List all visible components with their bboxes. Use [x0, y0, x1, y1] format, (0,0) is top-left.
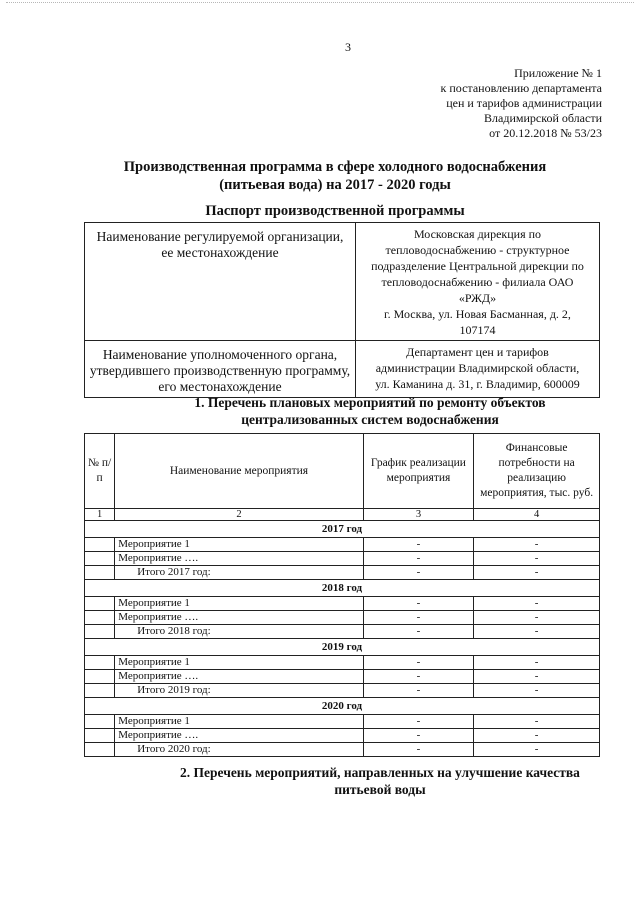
- page-number: 3: [345, 40, 351, 54]
- appendix-block: [432, 66, 602, 141]
- section-2-heading: [130, 764, 630, 798]
- value-line: администрации Владимирской области,: [375, 361, 580, 375]
- event-name: Мероприятие 1: [115, 656, 363, 670]
- schedule-cell: -: [363, 566, 474, 580]
- table-row: [85, 566, 600, 580]
- finance-cell: -: [474, 670, 600, 684]
- row-number-cell: [85, 670, 115, 684]
- schedule-cell: -: [363, 670, 474, 684]
- value-line: подразделение Центральной дирекции по: [371, 259, 584, 273]
- passport-row: [85, 341, 600, 398]
- finance-cell: -: [474, 597, 600, 611]
- year-label: 2017 год: [85, 521, 600, 538]
- table-row: [85, 729, 600, 743]
- appendix-line: к постановлению департамента: [440, 81, 602, 95]
- schedule-cell: -: [363, 684, 474, 698]
- scan-edge-artifact: [6, 2, 634, 9]
- finance-cell: -: [474, 625, 600, 639]
- value-line: «РЖД»: [458, 291, 497, 305]
- finance-cell: -: [474, 684, 600, 698]
- year-row: [85, 639, 600, 656]
- title-line: Производственная программа в сфере холодного водоснабжения: [123, 159, 547, 175]
- appendix-line: Владимирской области: [484, 111, 602, 125]
- table-row: [85, 597, 600, 611]
- event-name: Мероприятие 1: [115, 715, 363, 729]
- table-row: [85, 538, 600, 552]
- value-line: тепловодоснабжению - структурное: [385, 243, 570, 257]
- section-1-heading: [160, 394, 580, 428]
- year-label: 2018 год: [85, 580, 600, 597]
- row-number-cell: [85, 566, 115, 580]
- event-name: Мероприятие ….: [115, 729, 363, 743]
- year-row: [85, 521, 600, 538]
- table-row: [85, 611, 600, 625]
- finance-cell: -: [474, 729, 600, 743]
- row-number-cell: [85, 729, 115, 743]
- year-row: [85, 580, 600, 597]
- event-total: Итого 2019 год:: [115, 684, 363, 698]
- event-total: Итого 2020 год:: [115, 743, 363, 757]
- event-name: Мероприятие ….: [115, 552, 363, 566]
- table-row: [85, 743, 600, 757]
- header-event-name: Наименование мероприятия: [115, 434, 363, 509]
- schedule-cell: -: [363, 729, 474, 743]
- appendix-line: Приложение № 1: [514, 66, 602, 80]
- finance-cell: -: [474, 566, 600, 580]
- row-number-cell: [85, 656, 115, 670]
- value-line: 107174: [459, 323, 496, 337]
- row-number-cell: [85, 625, 115, 639]
- event-total: Итого 2018 год:: [115, 625, 363, 639]
- finance-cell: -: [474, 611, 600, 625]
- document-title: [0, 158, 640, 194]
- value-line: г. Москва, ул. Новая Басманная, д. 2,: [384, 307, 571, 321]
- finance-cell: -: [474, 656, 600, 670]
- finance-cell: -: [474, 715, 600, 729]
- row-number-cell: [85, 715, 115, 729]
- table-row: [85, 670, 600, 684]
- value-line: Департамент цен и тарифов: [406, 345, 549, 359]
- section-line: питьевой воды: [334, 782, 426, 797]
- section-line: 2. Перечень мероприятий, направленных на улучшение качества: [180, 765, 580, 780]
- table-row: [85, 625, 600, 639]
- event-name: Мероприятие ….: [115, 670, 363, 684]
- column-number: 1: [85, 509, 115, 521]
- schedule-cell: -: [363, 743, 474, 757]
- value-line: Московская дирекция по: [413, 227, 542, 241]
- finance-cell: -: [474, 552, 600, 566]
- schedule-cell: -: [363, 625, 474, 639]
- passport-label: Наименование уполномоченного органа, утвердившего производственную программу, его местонахождение: [85, 341, 356, 398]
- table-row: [85, 715, 600, 729]
- table-row: [85, 684, 600, 698]
- event-name: Мероприятие 1: [115, 597, 363, 611]
- finance-cell: -: [474, 743, 600, 757]
- events-table: [84, 433, 600, 757]
- schedule-cell: -: [363, 611, 474, 625]
- year-row: [85, 698, 600, 715]
- header-finance: Финансовые потребности на реализацию мероприятия, тыс. руб.: [474, 434, 600, 509]
- row-number-cell: [85, 538, 115, 552]
- schedule-cell: -: [363, 597, 474, 611]
- year-label: 2019 год: [85, 639, 600, 656]
- header-schedule: График реализации мероприятия: [363, 434, 474, 509]
- passport-heading: Паспорт производственной программы: [205, 203, 465, 219]
- table-row: [85, 552, 600, 566]
- column-number: 4: [474, 509, 600, 521]
- finance-cell: -: [474, 538, 600, 552]
- row-number-cell: [85, 597, 115, 611]
- column-number: 3: [363, 509, 474, 521]
- column-number: 2: [115, 509, 363, 521]
- row-number-cell: [85, 684, 115, 698]
- event-total: Итого 2017 год:: [115, 566, 363, 580]
- year-label: 2020 год: [85, 698, 600, 715]
- passport-label: Наименование регулируемой организации, ее местонахождение: [85, 223, 356, 341]
- schedule-cell: -: [363, 715, 474, 729]
- row-number-cell: [85, 743, 115, 757]
- schedule-cell: -: [363, 552, 474, 566]
- header-number: № п/п: [85, 434, 115, 509]
- appendix-line: цен и тарифов администрации: [446, 96, 602, 110]
- passport-value: [356, 341, 600, 398]
- event-name: Мероприятие ….: [115, 611, 363, 625]
- row-number-cell: [85, 611, 115, 625]
- passport-value: [356, 223, 600, 341]
- passport-table: [84, 222, 600, 398]
- table-header-row: [85, 434, 600, 509]
- section-line: 1. Перечень плановых мероприятий по ремонту объектов: [194, 395, 546, 410]
- passport-row: [85, 223, 600, 341]
- row-number-cell: [85, 552, 115, 566]
- schedule-cell: -: [363, 538, 474, 552]
- section-line: централизованных систем водоснабжения: [241, 412, 499, 427]
- title-line: (питьевая вода) на 2017 - 2020 годы: [219, 177, 451, 193]
- table-row: [85, 656, 600, 670]
- event-name: Мероприятие 1: [115, 538, 363, 552]
- appendix-line: от 20.12.2018 № 53/23: [489, 126, 602, 140]
- column-number-row: [85, 509, 600, 521]
- schedule-cell: -: [363, 656, 474, 670]
- value-line: тепловодоснабжению - филиала ОАО: [381, 275, 574, 289]
- value-line: ул. Каманина д. 31, г. Владимир, 600009: [375, 377, 580, 391]
